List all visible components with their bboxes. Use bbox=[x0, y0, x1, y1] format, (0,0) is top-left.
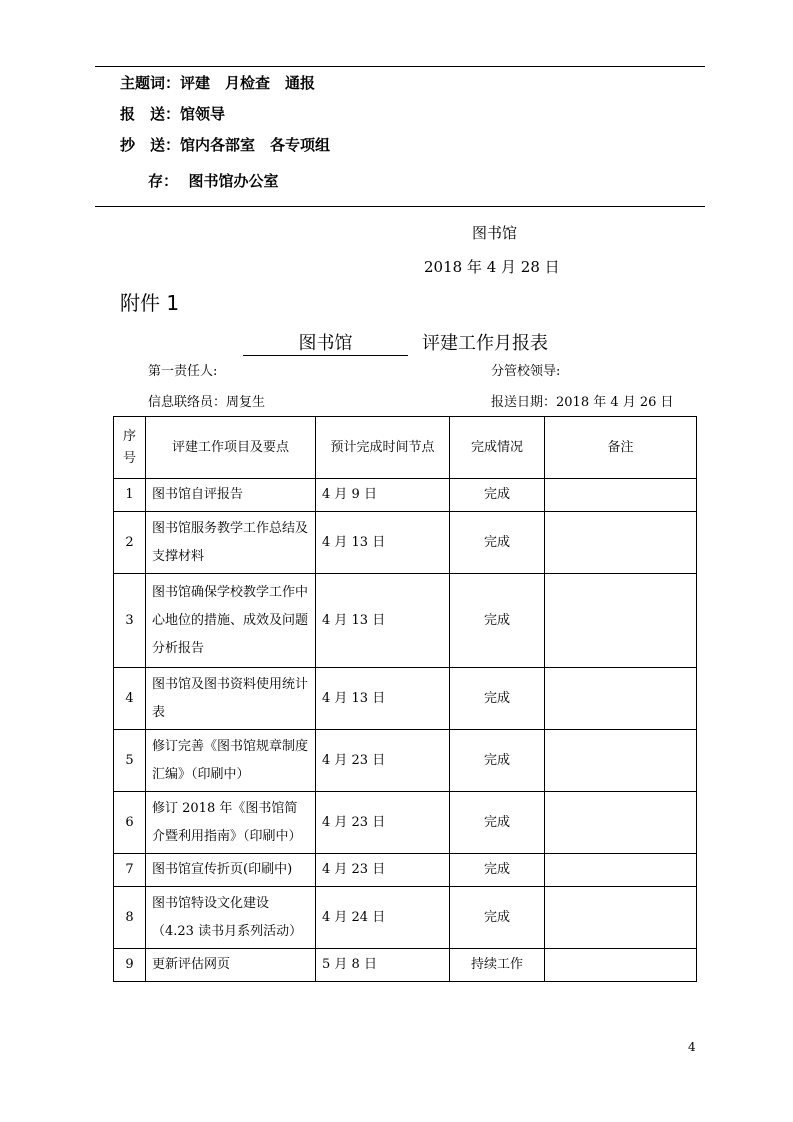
row-time: 4 月 24 日 bbox=[316, 887, 450, 949]
table-row bbox=[114, 668, 697, 730]
table-row bbox=[114, 949, 697, 982]
subject-line bbox=[120, 72, 315, 93]
row-note bbox=[545, 479, 697, 512]
row-note bbox=[545, 887, 697, 949]
row-status: 完成 bbox=[450, 479, 545, 512]
table-row bbox=[114, 887, 697, 949]
row-time: 4 月 9 日 bbox=[316, 479, 450, 512]
row-item: 图书馆自评报告 bbox=[146, 479, 316, 512]
row-note bbox=[545, 574, 697, 668]
row-status: 完成 bbox=[450, 887, 545, 949]
row-item: 修订完善《图书馆规章制度汇编》（印刷中） bbox=[146, 730, 316, 792]
table-row bbox=[114, 574, 697, 668]
report-line bbox=[120, 103, 225, 124]
file-value: 图书馆办公室 bbox=[188, 172, 279, 190]
row-no: 8 bbox=[114, 887, 146, 949]
table-row bbox=[114, 730, 697, 792]
row-time: 4 月 13 日 bbox=[316, 668, 450, 730]
row-note bbox=[545, 512, 697, 574]
row-no: 9 bbox=[114, 949, 146, 982]
row-no: 6 bbox=[114, 792, 146, 854]
copy-value: 馆内各部室 各专项组 bbox=[180, 136, 331, 154]
submit-date: 报送日期：2018 年 4 月 26 日 bbox=[491, 395, 674, 410]
row-note bbox=[545, 668, 697, 730]
row-item: 图书馆服务教学工作总结及支撑材料 bbox=[146, 512, 316, 574]
file-label: 存： bbox=[148, 172, 179, 190]
report-title-rest: 评建工作月报表 bbox=[422, 333, 548, 354]
liaison: 信息联络员：周复生 bbox=[148, 395, 266, 410]
row-status: 持续工作 bbox=[450, 949, 545, 982]
row-note bbox=[545, 854, 697, 887]
subject-value: 评建 月检查 通报 bbox=[180, 74, 316, 92]
header-note: 备注 bbox=[545, 417, 697, 479]
report-label: 报 送： bbox=[120, 105, 181, 123]
row-note bbox=[545, 792, 697, 854]
row-status: 完成 bbox=[450, 854, 545, 887]
copy-line bbox=[120, 134, 330, 155]
header-no: 序号 bbox=[114, 417, 146, 479]
row-item: 更新评估网页 bbox=[146, 949, 316, 982]
row-status: 完成 bbox=[450, 574, 545, 668]
report-value: 馆领导 bbox=[180, 105, 226, 123]
table-row bbox=[114, 792, 697, 854]
row-note bbox=[545, 730, 697, 792]
first-responsible: 第一责任人: bbox=[148, 364, 218, 379]
header-status: 完成情况 bbox=[450, 417, 545, 479]
page-number: 4 bbox=[688, 1040, 696, 1054]
row-time: 4 月 23 日 bbox=[316, 854, 450, 887]
row-status: 完成 bbox=[450, 512, 545, 574]
report-title bbox=[243, 329, 548, 356]
row-no: 5 bbox=[114, 730, 146, 792]
row-item: 图书馆确保学校教学工作中心地位的措施、成效及问题分析报告 bbox=[146, 574, 316, 668]
row-no: 4 bbox=[114, 668, 146, 730]
attachment-label: 附件 1 bbox=[120, 291, 180, 315]
row-time: 4 月 23 日 bbox=[316, 730, 450, 792]
row-status: 完成 bbox=[450, 730, 545, 792]
signature-date: 2018 年 4 月 28 日 bbox=[424, 258, 560, 276]
table-header-row bbox=[114, 417, 697, 479]
header-item: 评建工作项目及要点 bbox=[146, 417, 316, 479]
row-status: 完成 bbox=[450, 668, 545, 730]
top-rule bbox=[95, 66, 705, 67]
row-no: 2 bbox=[114, 512, 146, 574]
monthly-report-table bbox=[113, 416, 697, 982]
row-no: 1 bbox=[114, 479, 146, 512]
table-row bbox=[114, 854, 697, 887]
supervisor: 分管校领导: bbox=[491, 364, 561, 379]
row-item: 图书馆及图书资料使用统计表 bbox=[146, 668, 316, 730]
table-row bbox=[114, 479, 697, 512]
header-time: 预计完成时间节点 bbox=[316, 417, 450, 479]
row-item: 图书馆宣传折页(印刷中) bbox=[146, 854, 316, 887]
subject-label: 主题词： bbox=[120, 74, 181, 92]
row-time: 5 月 8 日 bbox=[316, 949, 450, 982]
copy-label: 抄 送： bbox=[120, 136, 181, 154]
row-time: 4 月 13 日 bbox=[316, 512, 450, 574]
row-time: 4 月 23 日 bbox=[316, 792, 450, 854]
file-line bbox=[148, 170, 278, 191]
row-item: 修订 2018 年《图书馆简介暨利用指南》（印刷中） bbox=[146, 792, 316, 854]
row-status: 完成 bbox=[450, 792, 545, 854]
table-row bbox=[114, 512, 697, 574]
report-title-unit: 图书馆 bbox=[243, 333, 408, 356]
row-note bbox=[545, 949, 697, 982]
signature-org: 图书馆 bbox=[472, 224, 518, 242]
row-no: 3 bbox=[114, 574, 146, 668]
row-no: 7 bbox=[114, 854, 146, 887]
header-bottom-rule bbox=[95, 206, 705, 207]
row-time: 4 月 13 日 bbox=[316, 574, 450, 668]
row-item: 图书馆特设文化建设（4.23 读书月系列活动） bbox=[146, 887, 316, 949]
